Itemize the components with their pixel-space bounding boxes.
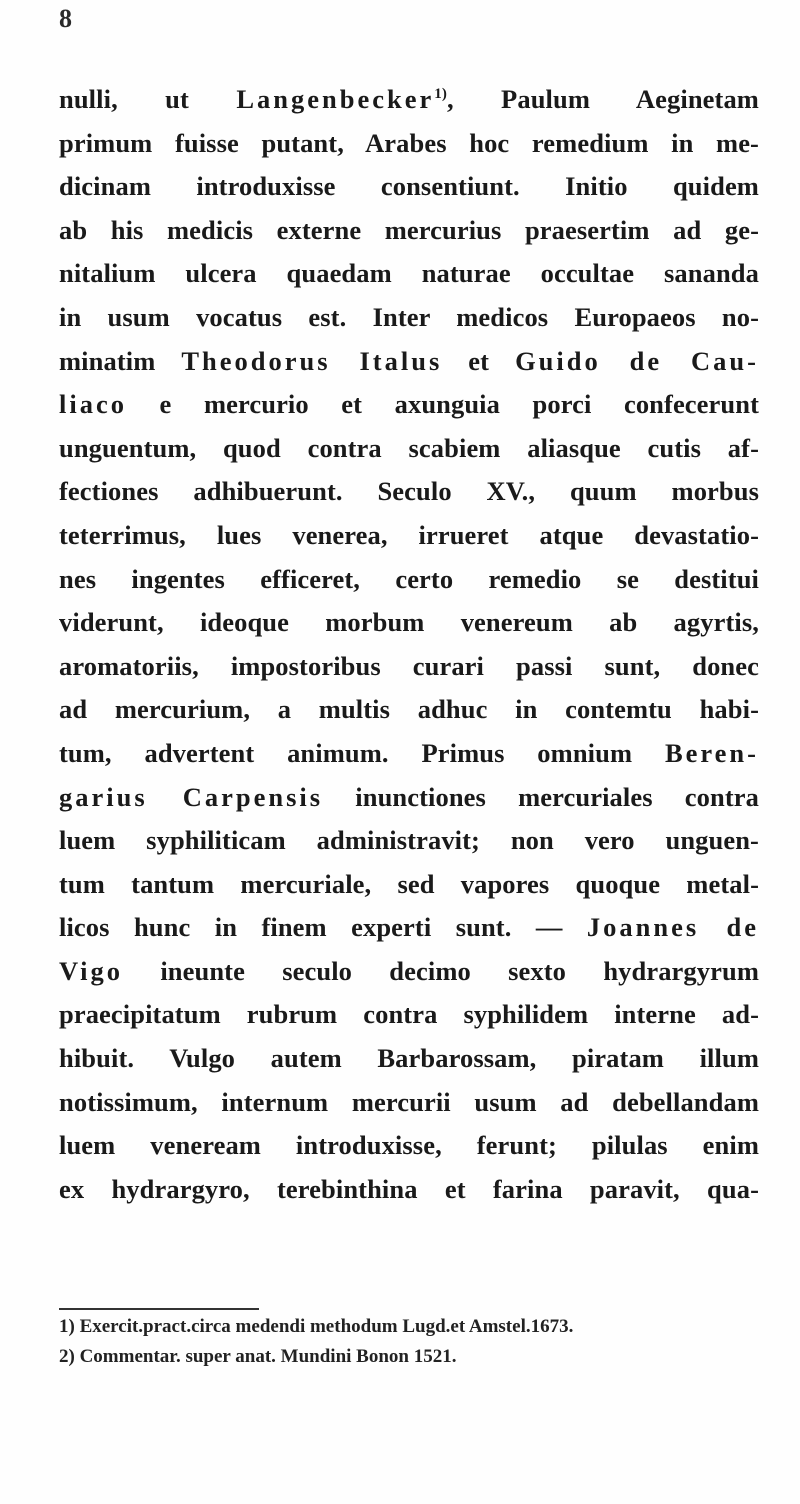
- text-run: minatim: [59, 345, 182, 376]
- spaced-name: liaco: [59, 389, 127, 420]
- text-line: [59, 252, 759, 296]
- spaced-name: garius Carpensis: [59, 781, 324, 812]
- text-run: licos hunc in finem experti sunt. —: [59, 912, 587, 943]
- text-line: [59, 819, 759, 863]
- text-line: [59, 1037, 759, 1081]
- text-line: [59, 558, 759, 602]
- footnote-rule: [59, 1308, 259, 1310]
- text-line: [59, 296, 759, 340]
- text-run: praecipitatum rubrum contra syphilidem interne ad-: [59, 999, 759, 1030]
- text-run: , Paulum Aeginetam: [446, 84, 759, 114]
- spaced-name: Langenbecker: [236, 84, 435, 114]
- text-run: dicinam introduxisse consentiunt. Initio quidem: [59, 171, 759, 202]
- body-text: [59, 78, 759, 1211]
- spaced-name: Guido de Cau-: [515, 345, 759, 376]
- text-line: [59, 209, 759, 253]
- text-run: luem veneream introduxisse, ferunt; pilulas enim: [59, 1130, 759, 1161]
- text-run: nitalium ulcera quaedam naturae occultae sananda: [59, 258, 759, 289]
- spaced-name: Theodorus Italus: [181, 345, 443, 376]
- text-run: ex hydrargyro, terebinthina et farina paravit, qua-: [59, 1173, 759, 1204]
- footnote-ref: 1): [434, 86, 447, 103]
- footnote: 2) Commentar. super anat. Mundini Bonon 1521.: [59, 1346, 457, 1367]
- text-line: [59, 601, 759, 645]
- text-line: [59, 78, 759, 122]
- spaced-name: Joannes de: [586, 912, 759, 943]
- text-run: e mercurio et axunguia porci confecerunt: [127, 389, 759, 420]
- spaced-name: Vigo: [59, 955, 124, 986]
- footnote: 1) Exercit.pract.circa medendi methodum Lugd.et Amstel.1673.: [59, 1316, 574, 1337]
- text-run: luem syphiliticam administravit; non vero unguen-: [59, 825, 759, 856]
- text-run: hibuit. Vulgo autem Barbarossam, piratam illum: [59, 1043, 759, 1074]
- page-number: 8: [59, 4, 72, 33]
- text-run: teterrimus, lues venerea, irrueret atque devastatio-: [59, 519, 759, 550]
- text-run: fectiones adhibuerunt. Seculo XV., quum morbus: [59, 476, 759, 507]
- text-line: [59, 1168, 759, 1212]
- text-run: unguentum, quod contra scabiem aliasque cutis af-: [59, 432, 759, 463]
- text-line: [59, 950, 759, 994]
- text-line: [59, 906, 759, 950]
- text-line: [59, 383, 759, 427]
- spaced-name: Beren-: [664, 737, 759, 768]
- text-run: primum fuisse putant, Arabes hoc remedium in me-: [59, 127, 759, 158]
- text-line: [59, 1081, 759, 1125]
- text-run: notissimum, internum mercurii usum ad debellandam: [59, 1086, 759, 1117]
- text-line: [59, 688, 759, 732]
- text-line: [59, 645, 759, 689]
- text-run: nes ingentes efficeret, certo remedio se destitui: [59, 563, 759, 594]
- text-line: [59, 993, 759, 1037]
- text-run: viderunt, ideoque morbum venereum ab agyrtis,: [59, 607, 759, 638]
- text-run: nulli, ut: [59, 84, 237, 114]
- text-run: in usum vocatus est. Inter medicos Europaeos no-: [59, 301, 759, 332]
- footnotes: [59, 1312, 759, 1372]
- text-line: [59, 427, 759, 471]
- text-run: tum tantum mercuriale, sed vapores quoque metal-: [59, 868, 759, 899]
- text-line: [59, 340, 759, 384]
- text-run: ad mercurium, a multis adhuc in contemtu habi-: [59, 694, 759, 725]
- text-line: [59, 514, 759, 558]
- text-line: [59, 776, 759, 820]
- text-run: et: [442, 345, 516, 376]
- text-run: tum, advertent animum. Primus omnium: [59, 737, 665, 768]
- text-line: [59, 165, 759, 209]
- text-run: ab his medicis externe mercurius praesertim ad ge-: [59, 214, 759, 245]
- text-line: [59, 732, 759, 776]
- text-run: inunctiones mercuriales contra: [323, 781, 759, 812]
- text-line: [59, 122, 759, 166]
- text-line: [59, 863, 759, 907]
- text-line: [59, 470, 759, 514]
- text-run: ineunte seculo decimo sexto hydrargyrum: [123, 955, 759, 986]
- text-run: aromatoriis, impostoribus curari passi sunt, donec: [59, 650, 759, 681]
- text-line: [59, 1124, 759, 1168]
